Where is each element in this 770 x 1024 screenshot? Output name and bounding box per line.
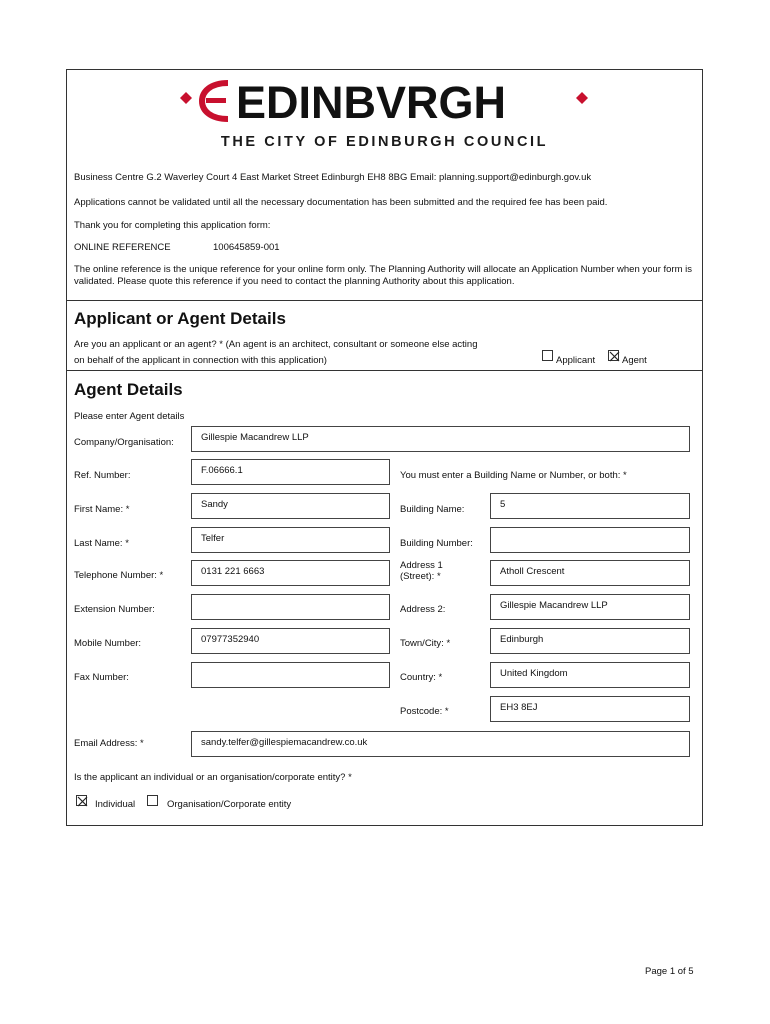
applicant-question-line2: on behalf of the applicant in connection with this application) [74,355,327,366]
thank-you-note: Thank you for completing this application form: [74,220,271,231]
section-divider [66,300,703,301]
country-field[interactable]: United Kingdom [490,662,690,688]
town-field[interactable]: Edinburgh [490,628,690,654]
applicant-option-label: Applicant [556,355,596,366]
first-name-label: First Name: * [74,504,130,515]
agent-intro: Please enter Agent details [74,411,185,422]
extension-field[interactable] [191,594,390,620]
checked-x-icon [609,351,620,362]
address1-label: Address 1 [400,560,443,571]
agent-option-label: Agent [622,355,647,366]
country-label: Country: * [400,672,443,683]
building-name-label: Building Name: [400,504,465,515]
entity-question: Is the applicant an individual or an organisation/corporate entity? * [74,772,352,783]
telephone-field[interactable]: 0131 221 6663 [191,560,390,586]
postcode-label: Postcode: * [400,706,449,717]
checked-x-icon [77,796,88,807]
address2-field[interactable]: Gillespie Macandrew LLP [490,594,690,620]
telephone-label: Telephone Number: * [74,570,164,581]
validation-note: Applications cannot be validated until all the necessary documentation has been submitted and the required fee has been paid. [74,197,608,208]
diamond-icon [180,92,192,104]
applicant-section-title: Applicant or Agent Details [74,309,286,328]
ref-number-label: Ref. Number: [74,470,131,481]
organisation-option-label: Organisation/Corporate entity [167,799,292,810]
page-number: Page 1 of 5 [645,966,694,977]
first-name-field[interactable]: Sandy [191,493,390,519]
postcode-field[interactable]: EH3 8EJ [490,696,690,722]
address1-label-street: (Street): * [400,571,441,582]
diamond-icon [576,92,588,104]
address2-label: Address 2: [400,604,446,615]
building-name-field[interactable]: 5 [490,493,690,519]
agent-section-title: Agent Details [74,380,183,399]
company-label: Company/Organisation: [74,437,174,448]
building-note: You must enter a Building Name or Number, or both: * [400,470,627,481]
council-address: Business Centre G.2 Waverley Court 4 East Market Street Edinburgh EH8 8BG Email: planning.support@edinburgh.gov.uk [74,172,592,183]
last-name-field[interactable]: Telfer [191,527,390,553]
building-number-label: Building Number: [400,538,473,549]
fax-label: Fax Number: [74,672,129,683]
agent-checkbox[interactable] [608,350,619,361]
online-ref-value: 100645859-001 [213,242,280,253]
logo-wordmark: EDINBVRGH [236,80,507,128]
online-ref-label: ONLINE REFERENCE [74,242,171,253]
mobile-field[interactable]: 07977352940 [191,628,390,654]
address1-field[interactable]: Atholl Crescent [490,560,690,586]
reference-note: The online reference is the unique reference for your online form only. The Planning Authority will allocate an Application Number when your form is validated. Please quote this reference if you need to contact the planning Authority about this application. [74,264,693,287]
building-number-field[interactable] [490,527,690,553]
organisation-checkbox[interactable] [147,795,158,806]
section-divider [66,370,703,371]
town-label: Town/City: * [400,638,451,649]
ref-number-field[interactable]: F.06666.1 [191,459,390,485]
applicant-checkbox[interactable] [542,350,553,361]
fax-field[interactable] [191,662,390,688]
individual-checkbox[interactable] [76,795,87,806]
email-field[interactable]: sandy.telfer@gillespiemacandrew.co.uk [191,731,690,757]
company-field[interactable]: Gillespie Macandrew LLP [191,426,690,452]
council-name: THE CITY OF EDINBURGH COUNCIL [220,134,549,150]
individual-option-label: Individual [95,799,136,810]
email-label: Email Address: * [74,738,144,749]
last-name-label: Last Name: * [74,538,129,549]
extension-label: Extension Number: [74,604,155,615]
mobile-label: Mobile Number: [74,638,142,649]
applicant-question-line1: Are you an applicant or an agent? * (An agent is an architect, consultant or someone else acting [74,339,478,350]
